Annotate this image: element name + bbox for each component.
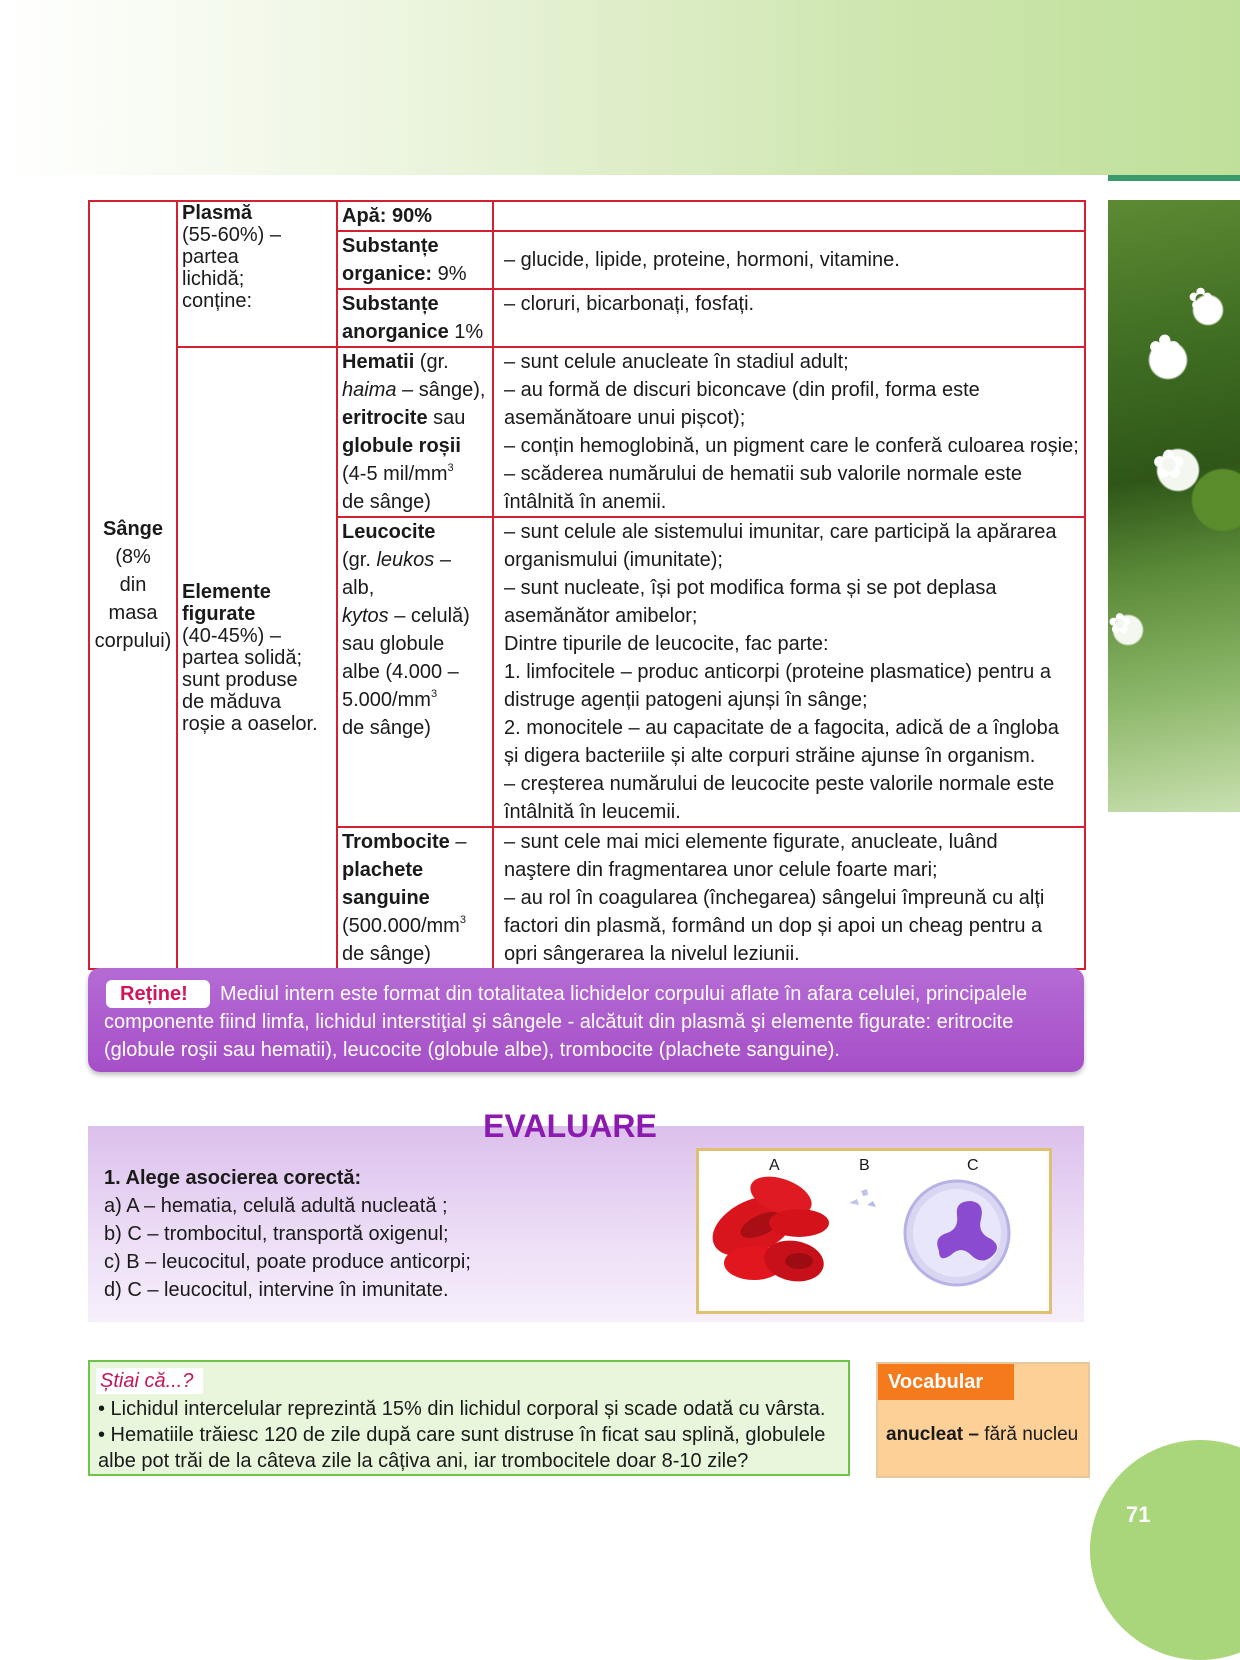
leucocite-desc-line: – sunt celule ale sistemului imunitar, care participă la apărarea: [504, 521, 1057, 543]
hematii-desc-line: – scăderea numărului de hematii sub valorile normale este: [504, 463, 1023, 485]
vocabular-box: [876, 1362, 1090, 1478]
hematii-desc-line: asemănătoare unui pișcot);: [504, 407, 746, 429]
elemente-label2: figurate: [182, 603, 256, 625]
flower-icon: ✿: [1108, 608, 1132, 639]
plasma-line: conține:: [182, 290, 253, 312]
organice-cell: [337, 231, 493, 289]
sange-line: corpului): [94, 630, 172, 652]
organice-label: Substanțe: [342, 235, 439, 257]
leucocite-line: albe (4.000 –: [342, 661, 459, 683]
red-blood-cell-center: [785, 1253, 813, 1269]
trombocite-exp: 3: [459, 914, 466, 926]
sange-label: Sânge: [102, 518, 164, 540]
hematii-desc-line: întâlnită în anemii.: [504, 491, 667, 513]
trombocite-desc-line: – sunt cele mai mici elemente figurate, anucleate, luând: [504, 831, 998, 853]
sange-line: (8%: [115, 546, 151, 568]
blood-composition-table: [88, 200, 1086, 970]
vocabular-heading: Vocabular: [878, 1364, 1014, 1400]
sange-line: din: [119, 574, 147, 596]
elemente-line: roșie a oaselor.: [182, 713, 318, 735]
hematii-tail: de sânge): [342, 491, 431, 513]
plasma-cell: [177, 201, 337, 347]
label-c: C: [967, 1157, 979, 1174]
table-row: [89, 347, 1085, 517]
leucocite-line: de sânge): [342, 717, 431, 739]
leucocite-desc-line: Dintre tipurile de leucocite, fac parte:: [504, 633, 829, 655]
elemente-line: (40-45%) –: [182, 625, 281, 647]
leucocite-line: sau globule: [342, 633, 445, 655]
leucocite-gr: (gr.: [342, 549, 377, 571]
trombocite-label3: sanguine: [342, 887, 430, 909]
retine-badge: Reține!: [106, 980, 210, 1008]
anorganice-desc-cell: [493, 289, 1085, 347]
trombocite-desc-line: – au rol în coagularea (închegarea) sângelui împreună cu alți: [504, 887, 1045, 909]
retine-box: [88, 968, 1084, 1072]
trombocite-desc-line: opri sângerarea la nivelul leziunii.: [504, 943, 800, 965]
hematii-haima-rest: – sânge),: [396, 379, 486, 401]
empty-cell: [493, 201, 1085, 231]
trombocite-label: Trombocite: [342, 831, 450, 853]
platelet-icon: [849, 1199, 859, 1205]
organice-desc: – glucide, lipide, proteine, hormoni, vitamine.: [504, 249, 900, 271]
vocabular-definition: fără nucleu: [978, 1424, 1079, 1445]
retine-text: Mediul intern este format din totalitatea lichidelor corpului aflate în afara celulei, principalele componente fiind limfa, lichidul interstiţial şi sângele - alcătuit din plasmă şi elemente figurate: eritrocite (globule roşii sau hematii), leucocite (globule albe), trombocite (plachete sanguine).: [104, 983, 1028, 1061]
plasma-line: (55-60%) –: [182, 224, 281, 246]
stiai-ca-heading: Știai că...?: [96, 1368, 203, 1394]
anorganice-value: 1%: [454, 321, 484, 343]
sange-line: masa: [108, 602, 158, 624]
leucocite-exp: 3: [430, 688, 438, 700]
hematii-desc-cell: [493, 347, 1085, 517]
leucocite-desc-line: asemănător amibelor;: [504, 605, 698, 627]
leucocite-desc-line: organismului (imunitate);: [504, 549, 723, 571]
hematii-gr: (gr.: [414, 351, 449, 373]
leucocite-desc-line: distruge agenții patogeni ajunși în sânge;: [504, 689, 868, 711]
answer-option[interactable]: b) C – trombocitul, transportă oxigenul;: [104, 1223, 449, 1245]
evaluare-question-block: [104, 1164, 584, 1304]
hematii-haima: haima: [342, 379, 397, 401]
jasmine-flower-photo: [1108, 200, 1240, 812]
trombocite-dash: –: [449, 831, 467, 853]
hematii-label: Hematii: [342, 351, 415, 373]
leucocite-desc-line: 1. limfocitele – produc anticorpi (proteine plasmatice) pentru a: [504, 661, 1051, 683]
elemente-cell: [177, 347, 337, 969]
leucocite-leukos-rest: – alb,: [342, 549, 451, 599]
answer-option[interactable]: c) B – leucocitul, poate produce anticorpi;: [104, 1251, 471, 1273]
trombocite-desc-line: factori din plasmă, formând un dop și apoi un cheag pentru a: [504, 915, 1043, 937]
hematii-cell: [337, 347, 493, 517]
anorganice-cell: [337, 289, 493, 347]
hematii-desc-line: – au formă de discuri biconcave (din profil, forma este: [504, 379, 980, 401]
elemente-label: Elemente: [182, 581, 271, 603]
leucocite-desc-line: 2. monocitele – au capacitate de a fagocita, adică de a îngloba: [504, 717, 1059, 739]
hematii-count: (4-5 mil/mm: [342, 463, 448, 485]
organice-label2: organice:: [342, 263, 433, 285]
leucocite-cell: [337, 517, 493, 827]
trombocite-cell: [337, 827, 493, 969]
stiai-ca-text: [98, 1396, 842, 1474]
leucocite-desc-cell: [493, 517, 1085, 827]
leucocite-label: Leucocite: [342, 521, 436, 543]
hematii-desc-line: – conțin hemoglobină, un pigment care le conferă culoarea roșie;: [504, 435, 1079, 457]
red-blood-cell-icon: [769, 1209, 829, 1237]
hematii-sau: sau: [427, 407, 466, 429]
cells-svg: [699, 1151, 1049, 1311]
fact-line: • Hematiile trăiesc 120 de zile după care sunt distruse în ficat sau splină, globulele albe pot trăi de la câteva zile la câțiva ani, iar trombocitele doar 8-10 zile?: [98, 1424, 826, 1472]
anorganice-label2: anorganice: [342, 321, 449, 343]
label-b: B: [859, 1157, 870, 1174]
apa-label: Apă: 90%: [342, 205, 433, 227]
elemente-line: partea solidă;: [182, 647, 303, 669]
leucocite-desc-line: – sunt nucleate, își pot modifica forma și se pot deplasa: [504, 577, 997, 599]
vocabular-term: anucleat –: [886, 1424, 979, 1445]
hematii-eritrocite: eritrocite: [342, 407, 428, 429]
flower-icon: ✿: [1152, 443, 1186, 487]
platelet-icon: [867, 1201, 876, 1207]
hematii-globule: globule roșii: [342, 435, 461, 457]
page-number: 71: [1126, 1502, 1151, 1527]
elemente-line: sunt produse: [182, 669, 298, 691]
platelet-icon: [861, 1189, 868, 1196]
organice-desc-cell: [493, 231, 1085, 289]
leucocite-count: 5.000/mm: [342, 689, 431, 711]
evaluare-title: EVALUARE: [483, 1108, 657, 1144]
fact-line: • Lichidul intercelular reprezintă 15% din lichidul corporal și scade odată cu vârsta.: [98, 1398, 826, 1420]
trombocite-count: (500.000/mm: [342, 915, 460, 937]
leucocite-desc-line: și digera bacteriile și alte corpuri străine ajunse în organism.: [504, 745, 1036, 767]
plasma-label: Plasmă: [182, 202, 253, 224]
leucocite-desc-line: întâlnită în leucemii.: [504, 801, 681, 823]
flower-icon: ✿: [1188, 283, 1214, 316]
apa-cell: [337, 201, 493, 231]
vocabular-entry: [886, 1424, 1078, 1446]
evaluare-question: 1. Alege asocierea corectă:: [104, 1167, 362, 1189]
label-a: A: [769, 1157, 780, 1174]
answer-option[interactable]: d) C – leucocitul, intervine în imunitate.: [104, 1279, 449, 1301]
stiai-ca-box: [88, 1360, 850, 1476]
flower-icon: ✿: [1148, 328, 1182, 372]
blood-cells-illustration: [696, 1148, 1052, 1314]
table-row: [89, 201, 1085, 231]
leucocite-kytos: kytos: [342, 605, 389, 627]
anorganice-label: Substanțe: [342, 293, 439, 315]
organice-value: 9%: [437, 263, 467, 285]
hematii-desc-line: – sunt celule anucleate în stadiul adult;: [504, 351, 849, 373]
header-accent-line: [1108, 175, 1240, 181]
hematii-exp: 3: [447, 462, 454, 474]
leucocite-desc-line: – creșterea numărului de leucocite peste valorile normale este: [504, 773, 1055, 795]
trombocite-desc-cell: [493, 827, 1085, 969]
trombocite-label2: plachete: [342, 859, 424, 881]
leucocite-leukos: leukos: [376, 549, 435, 571]
plasma-line: partea: [182, 246, 239, 268]
leucocite-kytos-rest: – celulă): [388, 605, 470, 627]
trombocite-line: de sânge): [342, 943, 431, 965]
anorganice-desc: – cloruri, bicarbonați, fosfați.: [504, 293, 755, 315]
page-number-tab: [1090, 1440, 1240, 1660]
sange-cell: [89, 201, 177, 969]
trombocite-desc-line: naştere din fragmentarea unor celule foarte mari;: [504, 859, 938, 881]
plasma-line: lichidă;: [182, 268, 245, 290]
answer-option[interactable]: a) A – hematia, celulă adultă nucleată ;: [104, 1195, 448, 1217]
elemente-line: de măduva: [182, 691, 281, 713]
header-band: [0, 0, 1240, 175]
